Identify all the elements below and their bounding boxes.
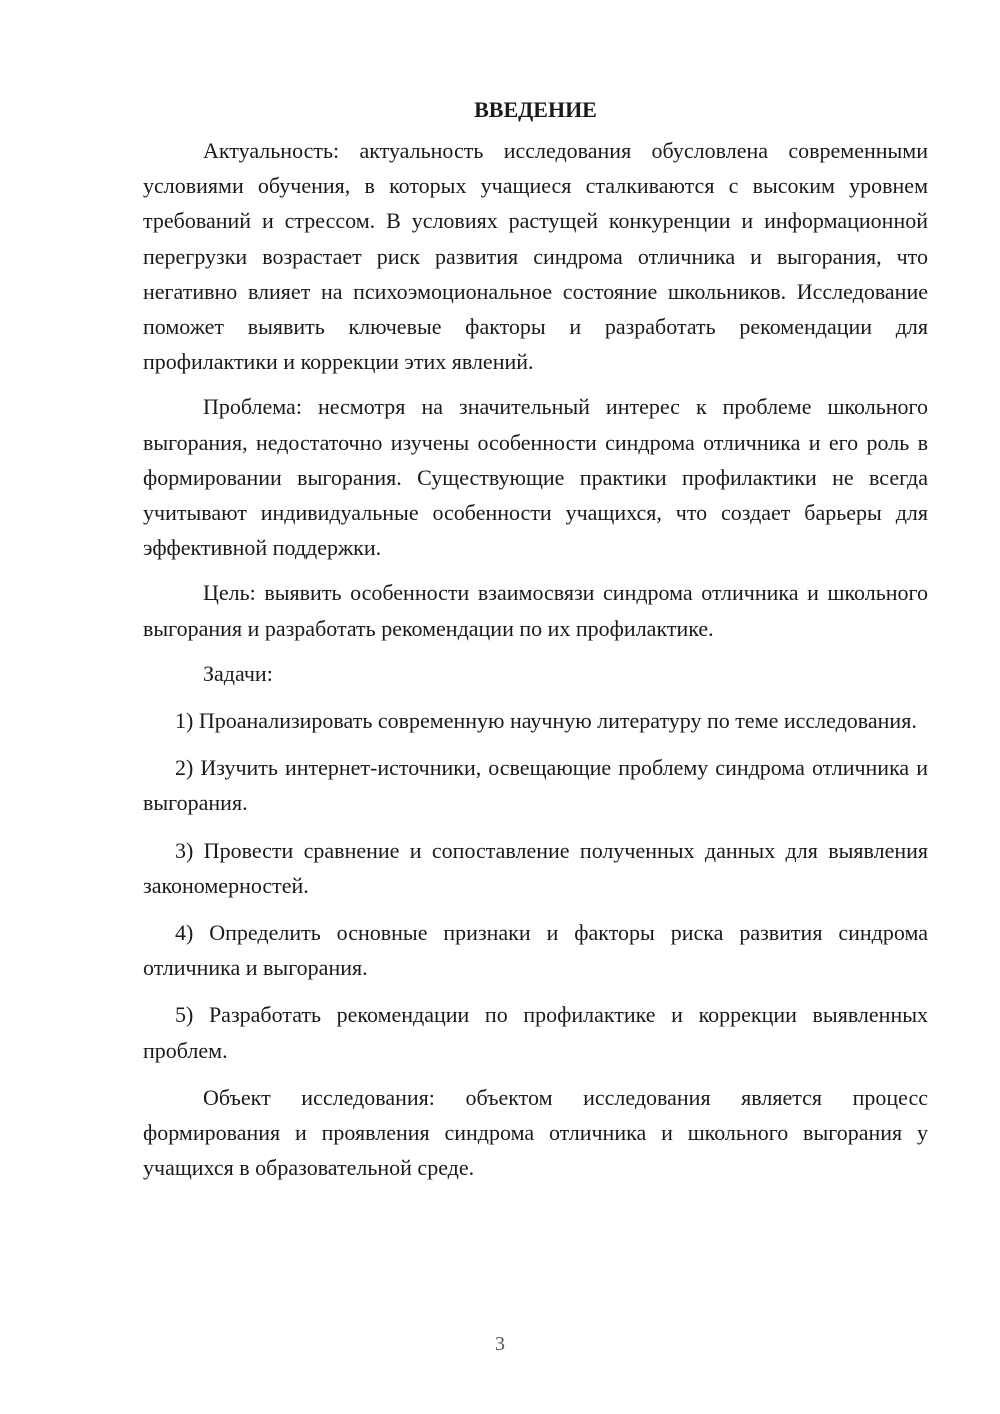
page-title: ВВЕДЕНИЕ (474, 97, 597, 122)
task-item-1: 1) Проанализировать современную научную литературу по теме исследования. (175, 708, 917, 734)
object-paragraph: Объект исследования: объектом исследования является процесс формирования и проявления синдрома отличника и школьного выгорания у учащихся в образовательной среде. (143, 1084, 928, 1181)
task-item-3: 3) Провести сравнение и сопоставление полученных данных для выявления закономерностей. (143, 837, 928, 898)
tasks-label: Задачи: (203, 660, 273, 686)
task-item-5: 5) Разработать рекомендации по профилактике и коррекции выявленных проблем. (143, 1002, 928, 1063)
task-item-2: 2) Изучить интернет-источники, освещающие проблему синдрома отличника и выгорания. (143, 755, 928, 816)
relevance-paragraph: Актуальность: актуальность исследования обусловлена современными условиями обучения, в которых учащиеся сталкиваются с высоким уровнем требований и стрессом. В условиях растущей конкуренции и информационной перегрузки возрастает риск развития синдрома отличника и выгорания, что негативно влияет на психоэмоциональное состояние школьников. Исследование поможет выявить ключевые факторы и разработать рекомендации для профилактики и коррекции этих явлений. (143, 138, 928, 375)
document-page (143, 92, 928, 1185)
problem-paragraph: Проблема: несмотря на значительный интерес к проблеме школьного выгорания, недостаточно изучены особенности синдрома отличника и его роль в формировании выгорания. Существующие практики профилактики не всегда учитывают индивидуальные особенности учащихся, что создает барьеры для эффективной поддержки. (143, 394, 928, 561)
goal-paragraph: Цель: выявить особенности взаимосвязи синдрома отличника и школьного выгорания и разработать рекомендации по их профилактике. (143, 580, 928, 641)
page-number: 3 (495, 1333, 505, 1355)
task-item-4: 4) Определить основные признаки и факторы риска развития синдрома отличника и выгорания. (143, 920, 928, 981)
